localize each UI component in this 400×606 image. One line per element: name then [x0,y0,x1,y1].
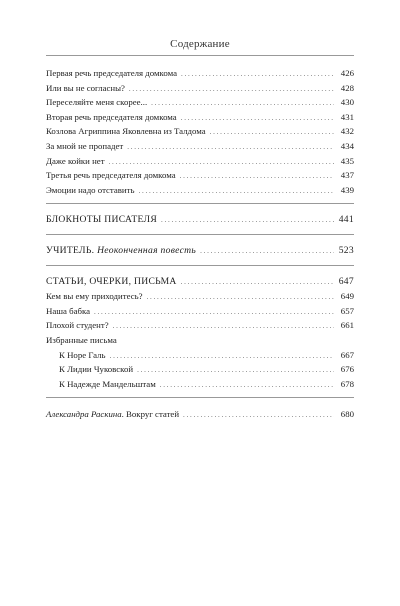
toc-entry[interactable] [46,139,354,154]
toc-section-title [46,244,196,259]
dot-leader [129,82,334,97]
dot-leader [181,111,334,126]
toc-entry-title: За мной не пропадет [46,140,124,151]
toc-entry-title: К Надежде Мандельштам [59,378,156,389]
toc-entry-page: 435 [340,155,354,166]
toc-entry[interactable] [46,318,354,333]
toc-entry-page: 680 [340,409,354,420]
dot-leader [94,305,334,320]
dot-leader [183,408,334,423]
toc-entry[interactable] [46,362,354,377]
dot-leader [137,363,334,378]
toc-entry-page: 657 [340,305,354,316]
toc-entry-page: 676 [340,364,354,375]
toc-subheading-title: Избранные письма [46,334,117,345]
section-divider [46,234,354,235]
toc-entry-page: 661 [340,320,354,331]
toc-section-subtitle: Неоконченная повесть [97,244,197,256]
dot-leader [151,96,334,111]
toc-entry[interactable] [46,289,354,304]
dot-leader [139,184,335,199]
toc-entry-page: 649 [340,291,354,302]
toc-entry-page: 437 [340,170,354,181]
toc-entry-afterword[interactable] [46,407,354,422]
toc-entry-title: Даже койки нет [46,155,105,166]
dot-leader [109,155,334,170]
toc-entry-title: Или вы не согласны? [46,82,125,93]
toc-entry-page: 439 [340,184,354,195]
dot-leader [127,140,334,155]
header-divider [46,55,354,56]
dot-leader [110,349,334,364]
dot-leader [210,125,334,140]
toc-section-notebooks[interactable] [46,213,354,228]
toc-entry-title: Наша бабка [46,305,91,316]
toc-entry-page: 667 [340,349,354,360]
toc-entry[interactable] [46,110,354,125]
toc-entry-page: 431 [340,111,354,122]
toc-entry[interactable] [46,183,354,198]
toc-entry-title: Переселяйте меня скорее... [46,97,148,108]
dot-leader [161,213,334,228]
toc-entry-title: Первая речь председателя домкома [46,68,178,78]
toc-entry[interactable] [46,66,354,81]
dot-leader [180,169,334,184]
toc-entry-page: 647 [338,275,354,287]
section-divider [46,265,354,266]
toc-entry[interactable] [46,377,354,392]
toc-section-title: БЛОКНОТЫ ПИСАТЕЛЯ [46,214,158,226]
dot-leader [181,275,334,290]
toc-entry[interactable] [46,168,354,183]
toc-entry-page: 434 [340,140,354,151]
toc-section-title-text: УЧИТЕЛЬ. [46,244,95,256]
toc-entry-page: 432 [340,126,354,137]
toc-entry-title: К Норе Галь [59,349,106,360]
toc-entry-title: Козлова Агриппина Яковлевна из Талдома [46,126,206,137]
afterword-title: . Вокруг статей [121,409,180,420]
toc-entry-page: 678 [340,378,354,389]
toc-section-title: СТАТЬИ, ОЧЕРКИ, ПИСЬМА [46,275,177,287]
toc-entry-title: Эмоции надо отставить [46,184,135,195]
toc-entry[interactable] [46,124,354,139]
toc-entry-title: Вторая речь председателя домкома [46,111,177,122]
toc-entry[interactable] [46,81,354,96]
table-of-contents [46,66,354,422]
toc-entry[interactable] [46,154,354,169]
toc-entry[interactable] [46,304,354,319]
toc-entry-page: 430 [340,97,354,108]
dot-leader [200,244,334,259]
toc-entry-page: 441 [338,214,354,226]
toc-entry-page: 428 [340,82,354,93]
afterword-author: Александра Раскина [46,409,122,420]
toc-entry-title: К Лидии Чуковской [59,364,134,375]
toc-entry-title: Третья речь председателя домкома [46,170,176,181]
toc-section-articles[interactable] [46,275,354,290]
running-head: Содержание [170,38,230,50]
dot-leader [147,290,334,305]
section-divider [46,397,354,398]
dot-leader [160,378,334,393]
dot-leader [113,319,334,334]
toc-entry-page: 523 [338,244,354,256]
toc-entry-title: Кем вы ему приходитесь? [46,291,143,302]
toc-entry[interactable] [46,95,354,110]
toc-entry-title: Плохой студент? [46,320,109,331]
toc-entry-page: 426 [340,68,354,78]
toc-entry[interactable] [46,348,354,363]
toc-entry-title [46,407,179,422]
toc-section-teacher[interactable] [46,244,354,259]
section-divider [46,203,354,204]
dot-leader [181,67,334,82]
toc-subheading-letters [46,333,354,348]
